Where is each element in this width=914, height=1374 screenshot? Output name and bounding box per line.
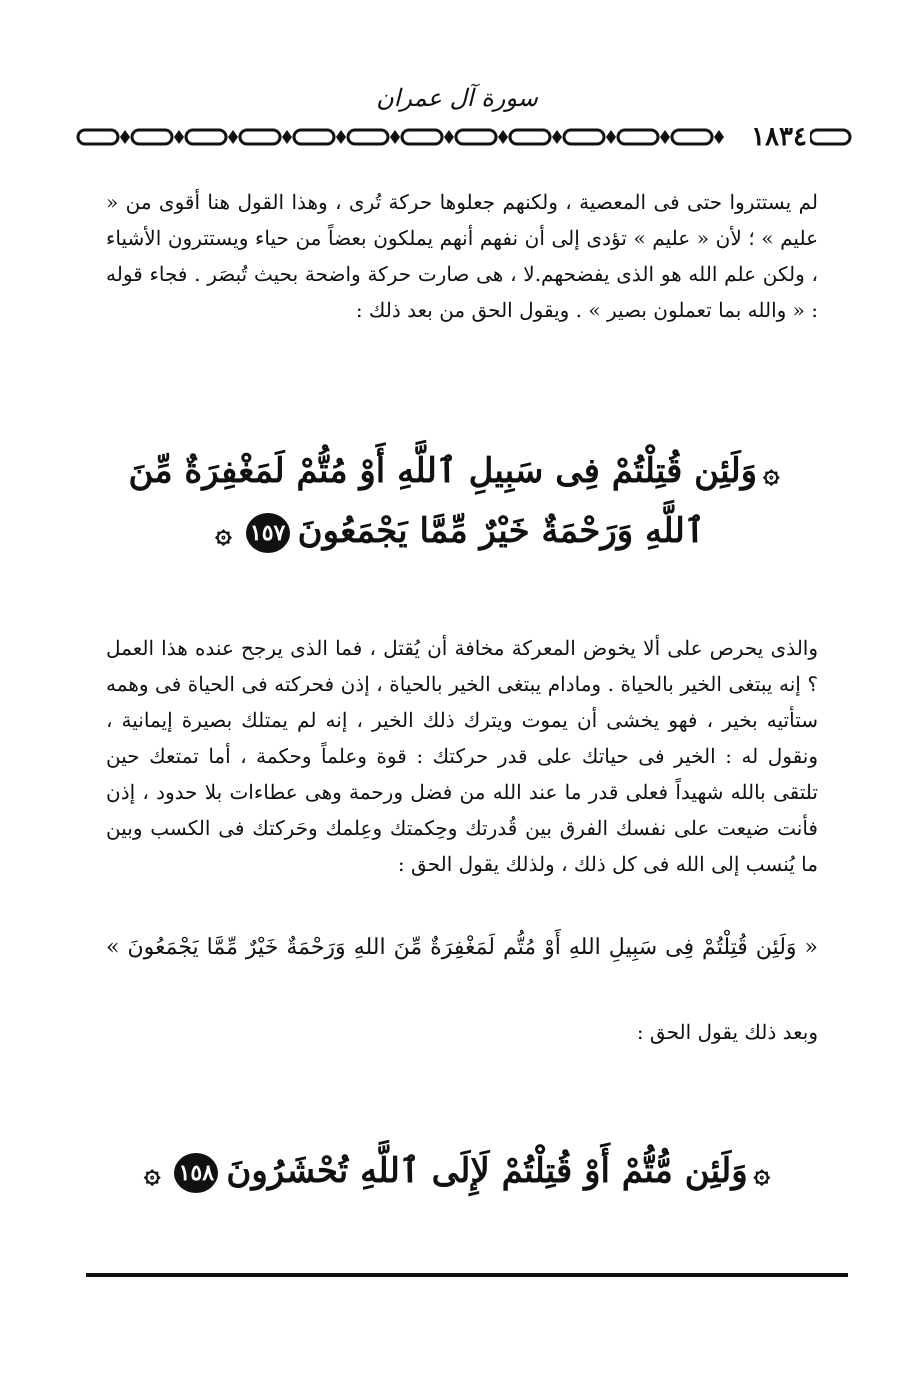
verse-157-line-1-text: وَلَئِن قُتِلْتُمْ فِى سَبِيلِ ٱللَّهِ أَوْ مُتُّمْ لَمَغْفِرَةٌ مِّنَ bbox=[128, 451, 758, 491]
verse-157-line-1 bbox=[0, 446, 914, 498]
verse-end-ornament-icon: ۞ bbox=[215, 516, 232, 549]
verse-start-ornament-icon: ۞ bbox=[763, 456, 780, 489]
verse-157-line-2 bbox=[0, 506, 914, 558]
verse-157-line-2-text: ٱللَّهِ وَرَحْمَةٌ خَيْرٌ مِّمَّا يَجْمَعُونَ bbox=[297, 511, 705, 551]
paragraph-2-text: والذى يحرص على ألا يخوض المعركة مخافة أن يُقتل ، فما الذى يرجح عنده هذا العمل ؟ إنه يبتغى الخير بالحياة . ومادام يبتغى الخير بالحياة ، إذن فحركته فى الحياة فى وهمه ستأتيه بخير ، فهو يخشى أن يموت ويترك ذلك الخير ، إنه لم يمتلك بصيرة إيمانية ، ونقول له : الخير فى حياتك على قدر حركتك : قوة وعلماً وحكمة ، أما تمتعك حين تلتقى بالله شهيداً فعلى قدر ما عند الله من فضل ورحمة وهى عطاءات بلا حدود ، إذن فأنت ضيعت على نفسك الفرق بين قُدرتك وحِكمتك وعِلمك وحَركتك فى الكسب وبين ما يُنسب إلى الله فى كل ذلك ، ولذلك يقول الحق : bbox=[106, 636, 819, 876]
paragraph-3 bbox=[106, 1014, 818, 1050]
ayah-number-157-badge: ١٥٧ bbox=[246, 513, 290, 553]
verse-158-text: وَلَئِن مُّتُّمْ أَوْ قُتِلْتُمْ لَإِلَى ٱللَّهِ تُحْشَرُونَ bbox=[226, 1151, 748, 1191]
verse-start-ornament-icon-2: ۞ bbox=[753, 1156, 771, 1189]
inline-verse-quote: « وَلَئِن قُتِلْتُمْ فِى سَبِيلِ اللهِ أَوْ مُتُّم لَمَغْفِرَةٌ مِّنَ اللهِ وَرَحْمَةٌ خَيْرٌ مِّمَّا يَجْمَعُونَ » bbox=[106, 935, 818, 960]
verse-end-ornament-icon-2: ۞ bbox=[143, 1156, 161, 1189]
ornamental-border bbox=[74, 120, 854, 154]
ayah-number-158-badge: ١٥٨ bbox=[174, 1153, 218, 1193]
surah-title: سورة آل عمران bbox=[376, 84, 538, 112]
verse-158-line-1 bbox=[0, 1146, 914, 1198]
paragraph-3-text: وبعد ذلك يقول الحق : bbox=[636, 1020, 818, 1044]
page-number: ١٨٣٤ bbox=[748, 124, 810, 150]
paragraph-1 bbox=[106, 184, 818, 328]
paragraph-2 bbox=[106, 630, 818, 882]
bottom-rule-divider bbox=[86, 1273, 848, 1277]
paragraph-1-text: لم يستتروا حتى فى المعصية ، ولكنهم جعلوها حركة تُرى ، وهذا القول هنا أقوى من « عليم » ؛ لأن « عليم » تؤدى إلى أن نفهم أنهم يملكون بعضاً من حياء ويستترون الأشياء ، ولكن علم الله هو الذى يفضحهم.لا ، هى صارت حركة واضحة بحيث تُبصَر . فجاء قوله : « والله بما تعملون بصير » . ويقول الحق من بعد ذلك : bbox=[106, 190, 818, 322]
